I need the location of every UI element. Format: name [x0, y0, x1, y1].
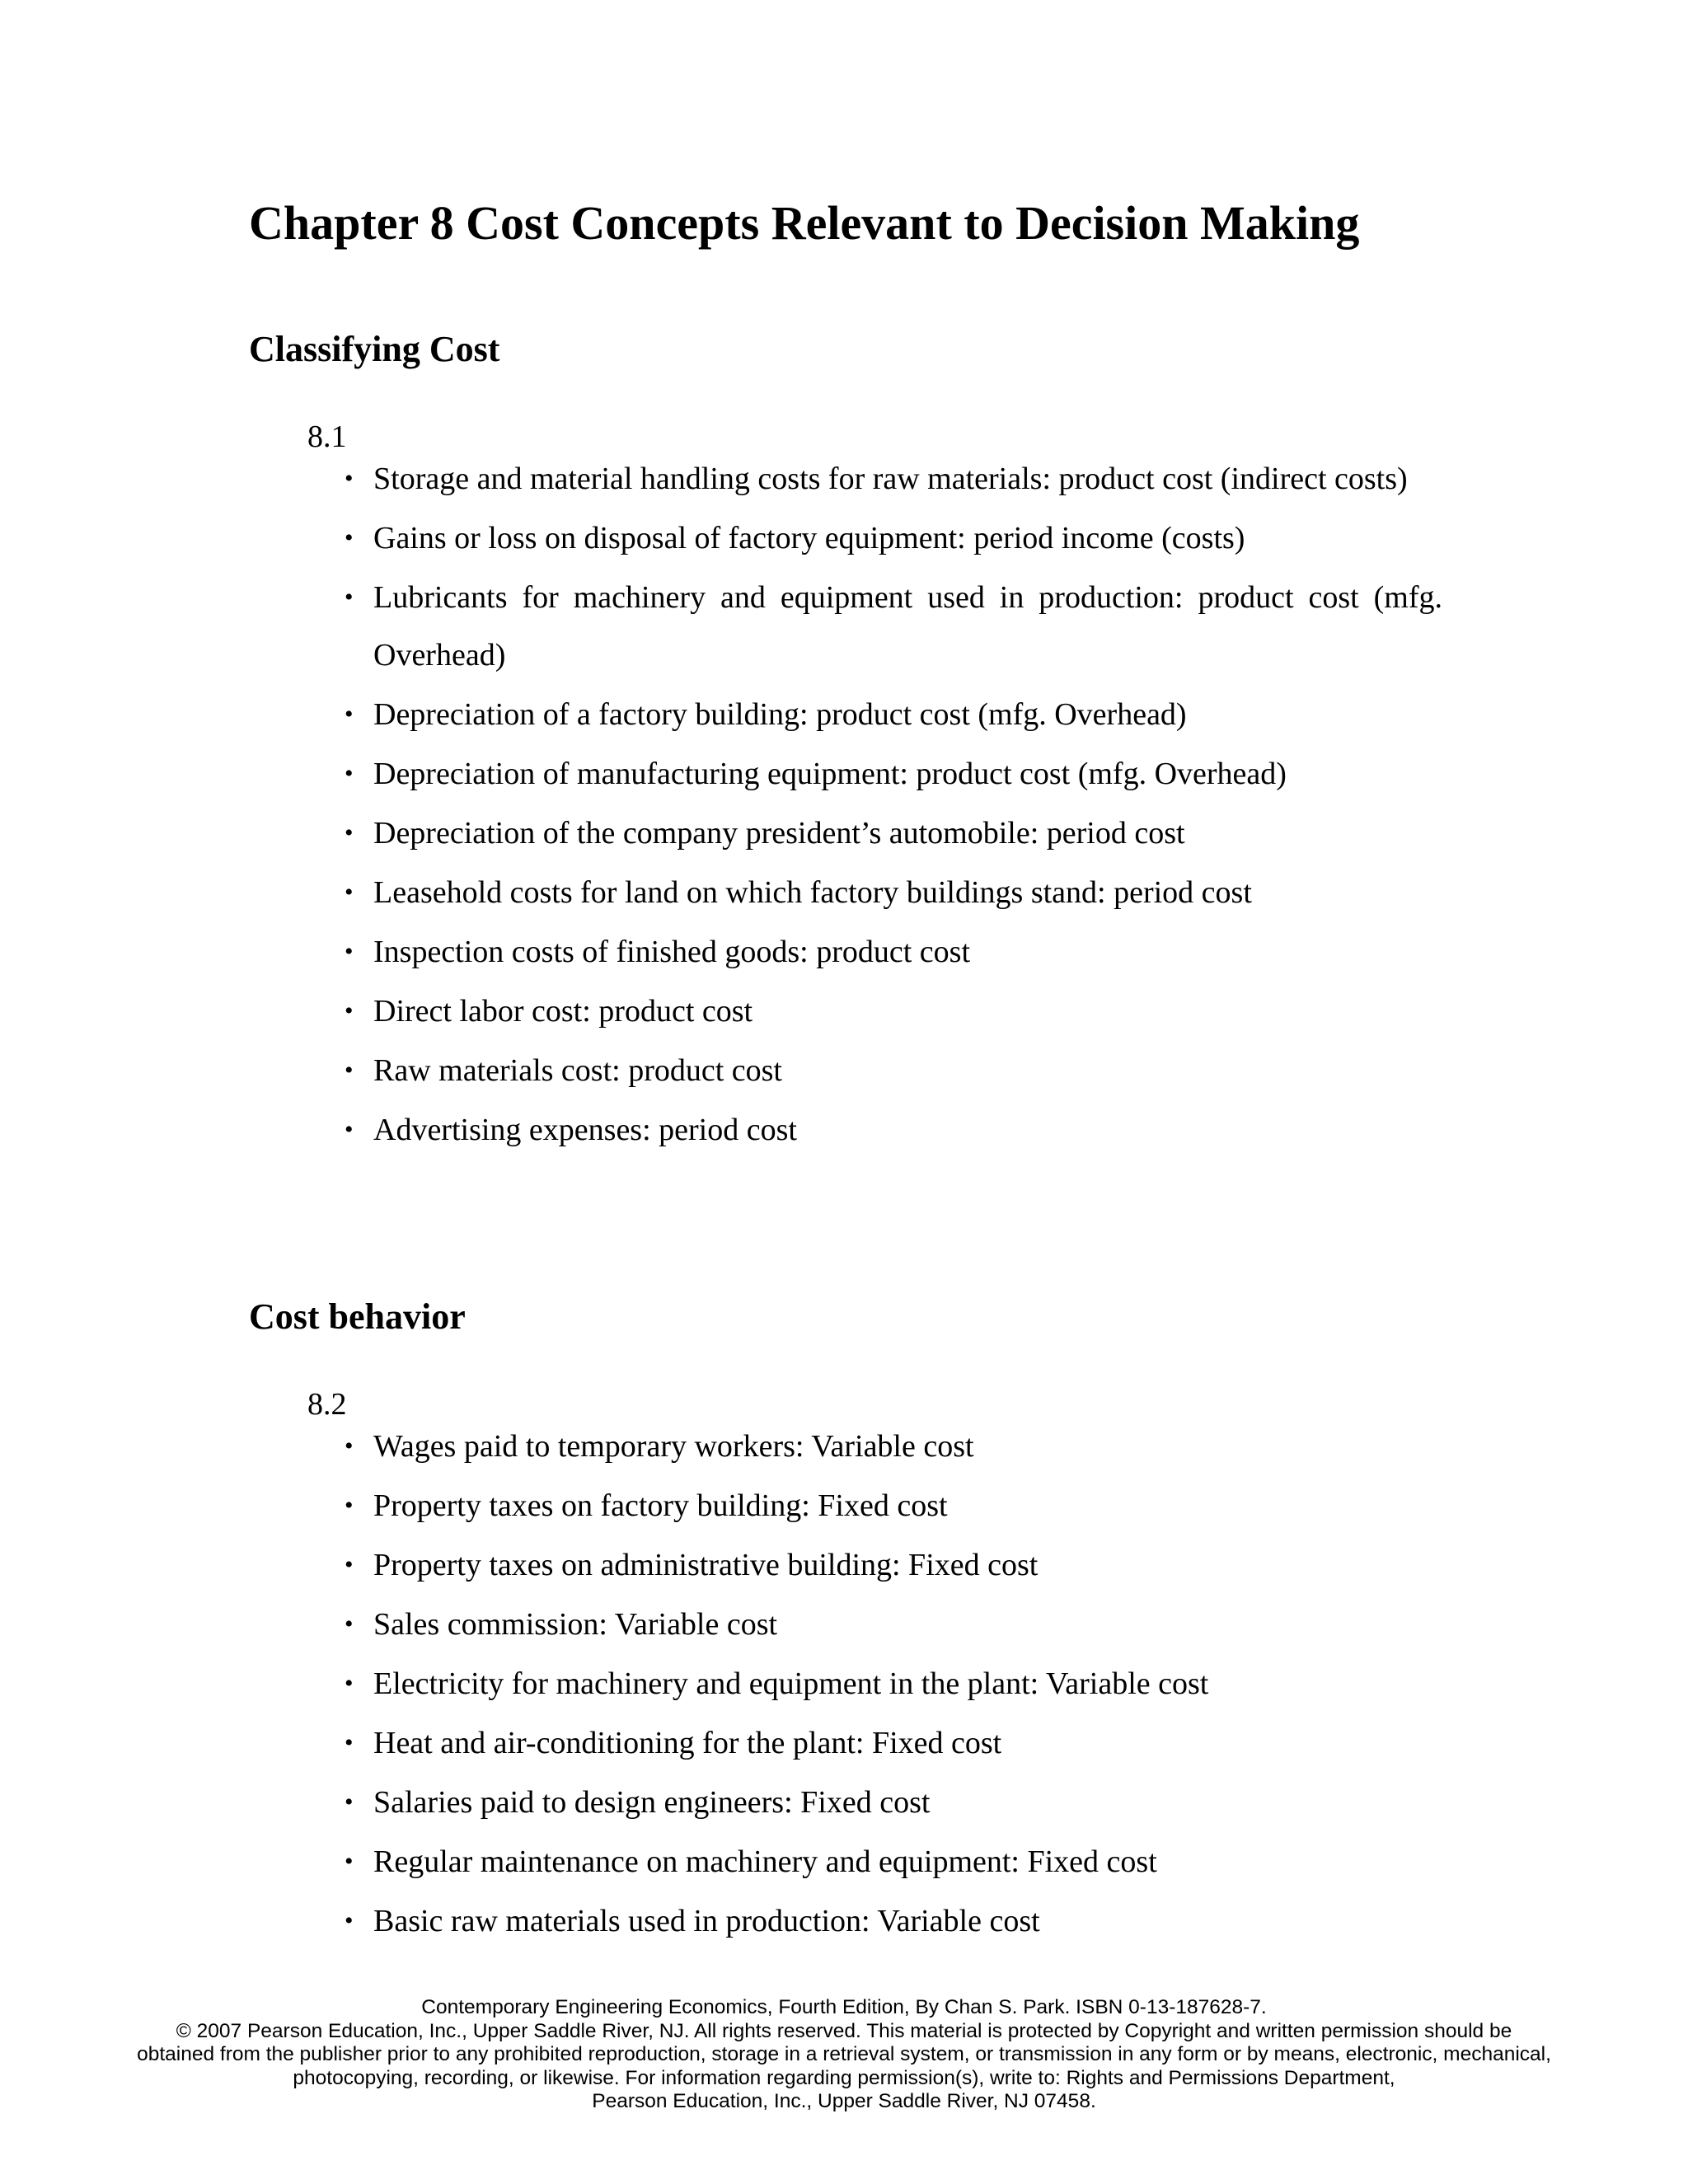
- bullet-icon: •: [345, 760, 354, 787]
- list-item-text: Depreciation of the company president’s automobile: period cost: [373, 816, 1185, 851]
- list-item-text: Depreciation of manufacturing equipment: product cost (mfg. Overhead): [373, 757, 1287, 791]
- classifying-cost-list: [345, 450, 1442, 1160]
- bullet-icon: •: [345, 819, 354, 846]
- list-item-text: Storage and material handling costs for raw materials: product cost (indirect costs): [373, 462, 1408, 496]
- list-item-text: Lubricants for machinery and equipment used in production: product cost (mfg. Overhead): [373, 580, 1442, 673]
- copyright-footer: [0, 1996, 1688, 2114]
- list-item: [345, 804, 1442, 862]
- bullet-icon: •: [345, 524, 354, 551]
- list-item: [345, 1892, 1442, 1950]
- problem-number: 8.2: [307, 1387, 347, 1422]
- list-item: [345, 1536, 1442, 1594]
- list-item: [345, 1101, 1442, 1159]
- list-item-text: Heat and air-conditioning for the plant: Fixed cost: [373, 1726, 1002, 1760]
- list-item-text: Salaries paid to design engineers: Fixed cost: [373, 1785, 931, 1820]
- list-item: [345, 569, 1442, 684]
- bullet-icon: •: [345, 879, 354, 906]
- list-item: [345, 864, 1442, 921]
- list-item-text: Advertising expenses: period cost: [373, 1113, 797, 1147]
- bullet-icon: •: [345, 1492, 354, 1519]
- list-item-text: Inspection costs of finished goods: product cost: [373, 935, 971, 969]
- bullet-icon: •: [345, 1788, 354, 1816]
- list-item-text: Wages paid to temporary workers: Variable cost: [373, 1429, 974, 1464]
- list-item-text: Depreciation of a factory building: product cost (mfg. Overhead): [373, 697, 1187, 732]
- list-item-text: Electricity for machinery and equipment in the plant: Variable cost: [373, 1666, 1209, 1701]
- list-item: [345, 1714, 1442, 1772]
- list-item-text: Basic raw materials used in production: Variable cost: [373, 1904, 1040, 1938]
- list-item: [345, 1042, 1442, 1099]
- section-heading-cost-behavior: Cost behavior: [249, 1296, 466, 1337]
- problem-number: 8.1: [307, 419, 347, 454]
- list-item: [345, 745, 1442, 803]
- page-title: Chapter 8 Cost Concepts Relevant to Decision Making: [249, 196, 1360, 250]
- list-item-text: Gains or loss on disposal of factory equipment: period income (costs): [373, 521, 1245, 555]
- bullet-icon: •: [345, 1729, 354, 1756]
- list-item-text: Property taxes on factory building: Fixed cost: [373, 1488, 948, 1523]
- list-item: [345, 450, 1442, 508]
- list-item: [345, 1655, 1442, 1713]
- bullet-icon: •: [345, 583, 354, 611]
- bullet-icon: •: [345, 1670, 354, 1697]
- list-item-text: Property taxes on administrative building: Fixed cost: [373, 1548, 1039, 1582]
- footer-line: photocopying, recording, or likewise. For information regarding permission(s), write to: Rights and Permissions Department,: [293, 2066, 1395, 2089]
- list-item: [345, 923, 1442, 981]
- list-item: [345, 1477, 1442, 1535]
- bullet-icon: •: [345, 1848, 354, 1875]
- bullet-icon: •: [345, 1907, 354, 1934]
- list-item: [345, 1418, 1442, 1475]
- list-item-text: Leasehold costs for land on which factory buildings stand: period cost: [373, 875, 1252, 910]
- footer-line: © 2007 Pearson Education, Inc., Upper Saddle River, NJ. All rights reserved. This material is protected by Copyright and written permission should be: [176, 2019, 1512, 2042]
- bullet-icon: •: [345, 1057, 354, 1084]
- bullet-icon: •: [345, 1432, 354, 1460]
- bullet-icon: •: [345, 465, 354, 492]
- list-item-text: Raw materials cost: product cost: [373, 1053, 782, 1088]
- bullet-icon: •: [345, 997, 354, 1024]
- list-item-text: Sales commission: Variable cost: [373, 1607, 778, 1642]
- list-item: [345, 509, 1442, 567]
- list-item-text: Direct labor cost: product cost: [373, 994, 753, 1029]
- bullet-icon: •: [345, 1610, 354, 1638]
- list-item: [345, 982, 1442, 1040]
- cost-behavior-list: [345, 1418, 1442, 1952]
- list-item-text: Regular maintenance on machinery and equipment: Fixed cost: [373, 1844, 1157, 1879]
- list-item: [345, 686, 1442, 743]
- section-heading-classifying-cost: Classifying Cost: [249, 329, 500, 369]
- bullet-icon: •: [345, 1116, 354, 1143]
- list-item: [345, 1596, 1442, 1653]
- bullet-icon: •: [345, 938, 354, 965]
- bullet-icon: •: [345, 1551, 354, 1578]
- list-item: [345, 1774, 1442, 1831]
- footer-line: Pearson Education, Inc., Upper Saddle River, NJ 07458.: [592, 2090, 1096, 2112]
- list-item: [345, 1833, 1442, 1891]
- bullet-icon: •: [345, 701, 354, 728]
- footer-line: Contemporary Engineering Economics, Fourth Edition, By Chan S. Park. ISBN 0-13-187628-7.: [421, 1996, 1267, 2018]
- footer-line: obtained from the publisher prior to any prohibited reproduction, storage in a retrieval system, or transmission in any form or by means, electronic, mechanical,: [137, 2043, 1551, 2065]
